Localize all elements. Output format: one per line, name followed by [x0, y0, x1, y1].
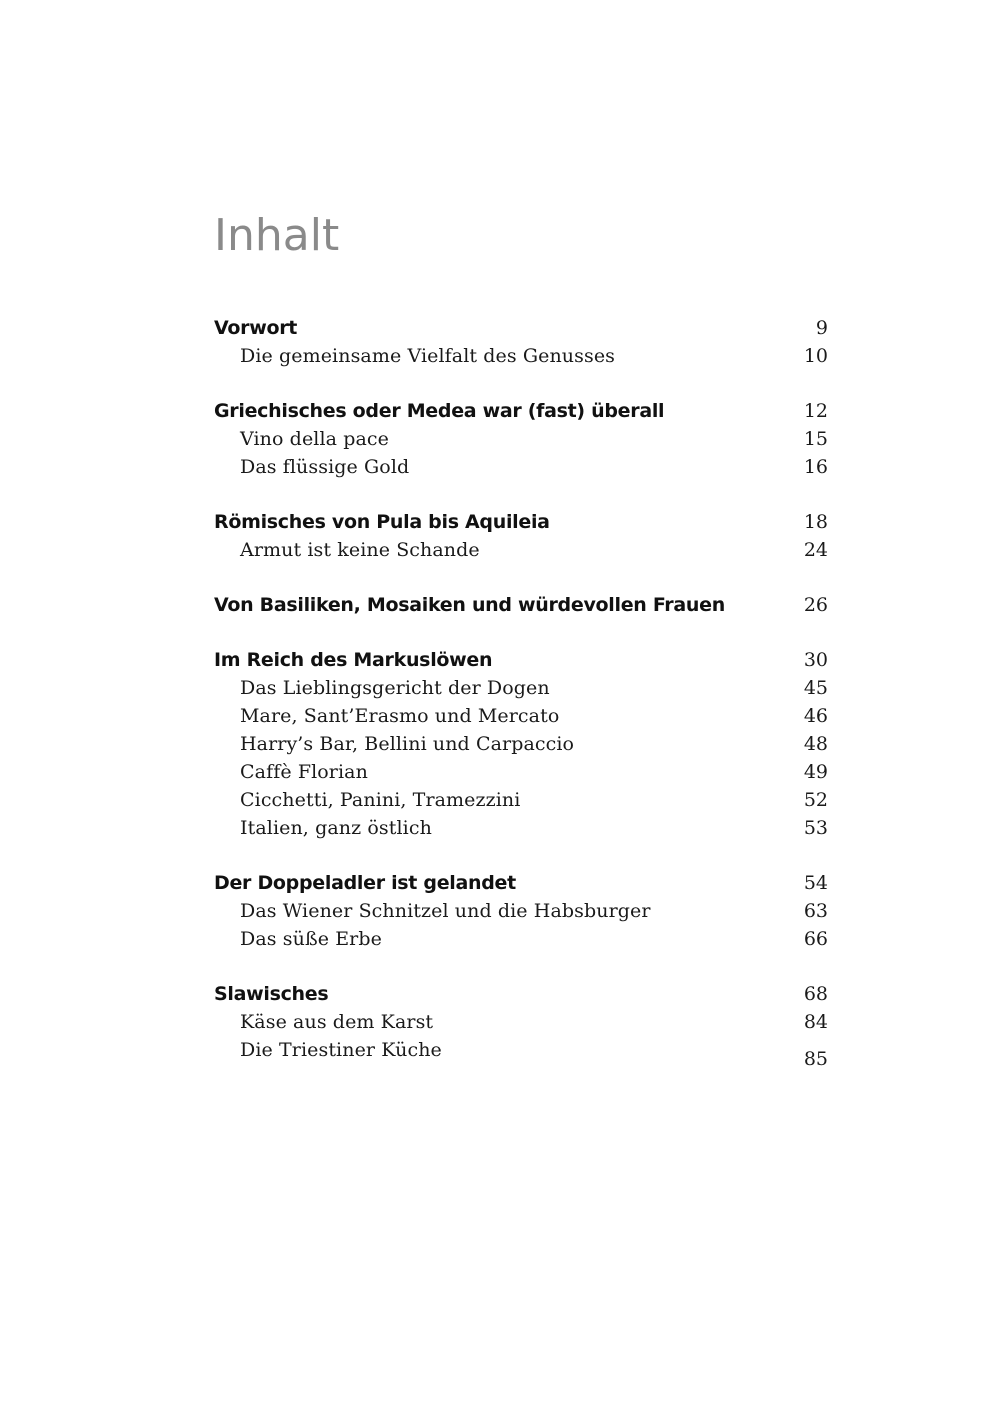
toc-entry-title: Armut ist keine Schande	[240, 539, 480, 561]
toc-chapter	[214, 869, 828, 953]
toc-entry-page: 15	[803, 428, 828, 450]
toc-entry-row	[214, 453, 828, 481]
toc-chapter-page: 68	[803, 983, 828, 1005]
toc-entry-row	[214, 1008, 828, 1036]
toc-entry-row	[214, 702, 828, 730]
toc-entry-row	[214, 730, 828, 758]
toc-entry-title: Vino della pace	[240, 428, 389, 450]
toc-entry-row	[214, 536, 828, 564]
toc-entry-row	[214, 425, 828, 453]
toc-entry-page: 53	[803, 817, 828, 839]
toc-chapter-row	[214, 869, 828, 897]
toc-entry-title: Harry’s Bar, Bellini und Carpaccio	[240, 733, 575, 755]
toc-entry-page: 48	[803, 733, 828, 755]
toc-entry-row	[214, 925, 828, 953]
toc-entry-title: Käse aus dem Karst	[240, 1011, 434, 1033]
toc-entry-row	[214, 758, 828, 786]
toc-chapter-title: Der Doppeladler ist gelandet	[214, 872, 516, 894]
toc-chapter	[214, 397, 828, 481]
toc-entry-page: 46	[803, 705, 828, 727]
toc-entry-title: Die gemeinsame Vielfalt des Genusses	[240, 345, 616, 367]
toc-entry-title: Das Lieblingsgericht der Dogen	[240, 677, 550, 699]
toc-entry-title: Mare, Sant’Erasmo und Mercato	[240, 705, 560, 727]
toc-entry-title: Caffè Florian	[240, 761, 368, 783]
toc-chapter-page: 30	[803, 649, 828, 671]
toc-chapter-title: Römisches von Pula bis Aquileia	[214, 511, 550, 533]
toc-entry-page: 24	[803, 539, 828, 561]
toc-chapter-row	[214, 646, 828, 674]
toc-chapter-row	[214, 508, 828, 536]
toc-chapter	[214, 591, 828, 619]
toc-chapter-title: Im Reich des Markuslöwen	[214, 649, 493, 671]
toc-entry-row	[214, 674, 828, 702]
toc-chapter	[214, 508, 828, 564]
toc-chapter-title: Vorwort	[214, 317, 298, 339]
toc-entry-row	[214, 786, 828, 814]
toc-entry-title: Das flüssige Gold	[240, 456, 410, 478]
toc-entry-page: 49	[803, 761, 828, 783]
toc-chapter-page: 26	[803, 594, 828, 616]
toc-chapter-row	[214, 591, 828, 619]
toc-entry-page: 84	[803, 1011, 828, 1033]
table-of-contents	[214, 314, 828, 1091]
toc-chapter-row	[214, 314, 828, 342]
toc-entry-title: Cicchetti, Panini, Tramezzini	[240, 789, 521, 811]
toc-chapter-title: Slawisches	[214, 983, 329, 1005]
toc-entry-page: 16	[803, 456, 828, 478]
toc-entry-row	[214, 814, 828, 842]
toc-chapter-title: Von Basiliken, Mosaiken und würdevollen Frauen	[214, 594, 725, 616]
toc-entry-page: 52	[803, 789, 828, 811]
toc-entry-page: 45	[803, 677, 828, 699]
toc-entry-page: 10	[803, 345, 828, 367]
toc-entry-page: 85	[803, 1048, 828, 1070]
toc-chapter-page: 18	[803, 511, 828, 533]
toc-entry-page: 66	[803, 928, 828, 950]
toc-chapter-title: Griechisches oder Medea war (fast) überall	[214, 400, 665, 422]
toc-entry-title: Die Triestiner Küche	[240, 1039, 442, 1061]
toc-entry-row	[214, 342, 828, 370]
toc-entry-title: Italien, ganz östlich	[240, 817, 432, 839]
toc-entry-title: Das Wiener Schnitzel und die Habsburger	[240, 900, 651, 922]
toc-chapter-row	[214, 980, 828, 1008]
toc-chapter-row	[214, 397, 828, 425]
toc-chapter-page: 12	[803, 400, 828, 422]
page-title: Inhalt	[214, 210, 340, 261]
toc-entry-row	[214, 1036, 828, 1070]
toc-chapter-page: 54	[803, 872, 828, 894]
toc-chapter	[214, 980, 828, 1070]
toc-chapter	[214, 646, 828, 842]
toc-chapter-page: 9	[815, 317, 828, 339]
toc-entry-title: Das süße Erbe	[240, 928, 382, 950]
toc-entry-row	[214, 897, 828, 925]
toc-chapter	[214, 314, 828, 370]
toc-entry-page: 63	[803, 900, 828, 922]
